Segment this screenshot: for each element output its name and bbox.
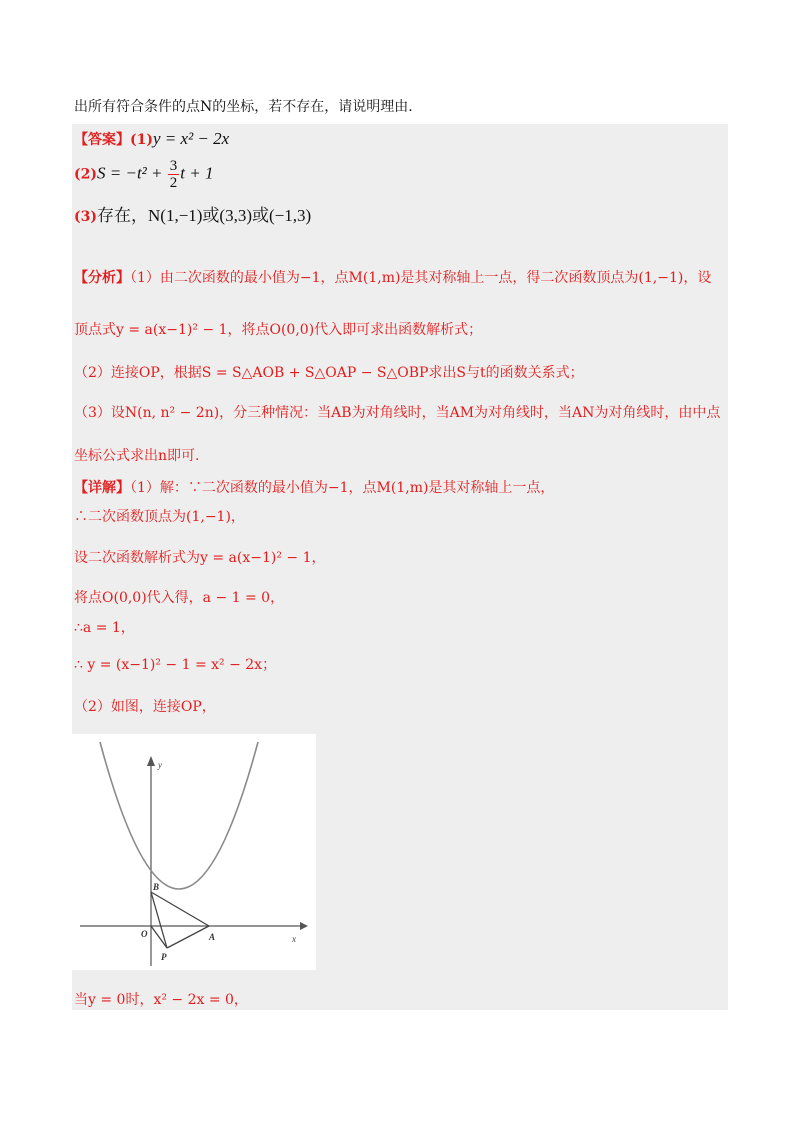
detail-line-7: （2）如图，连接OP， <box>74 699 216 715</box>
answer-fraction <box>168 158 180 191</box>
analysis-line-3: （2）连接OP，根据S = S△AOB + S△OAP − S△OBP求出S与t的函数关系式； <box>74 365 584 381</box>
answer-part-2-pre: S = −t² + <box>97 163 167 183</box>
analysis-line-1 <box>74 268 711 288</box>
parabola-curve <box>100 742 258 889</box>
detail-line-6: ∴ y = (x−1)² − 1 = x² − 2x； <box>74 657 277 673</box>
fraction-numerator: 3 <box>169 158 178 174</box>
x-axis-arrow <box>300 922 308 930</box>
answer-line-1 <box>74 129 229 150</box>
detail-line-8: 当y = 0时，x² − 2x = 0， <box>74 992 248 1008</box>
answer-part-2-label: (2) <box>74 166 97 183</box>
label-p: P <box>161 952 167 962</box>
label-a: A <box>209 932 216 942</box>
segment-op <box>151 926 167 948</box>
answer-tag: 【答案】 <box>74 132 130 148</box>
answer-line-3 <box>74 206 311 227</box>
analysis-line-4: （3）设N(n, n² − 2n)，分三种情况：当AB为对角线时，当AM为对角线时，当AN为对角线时，由中点 <box>74 405 721 421</box>
detail-text-1: （1）解：∵二次函数的最小值为−1，点M(1,m)是其对称轴上一点， <box>130 480 555 496</box>
detail-line-1 <box>74 478 554 498</box>
detail-tag: 【详解】 <box>74 480 130 496</box>
answer-part-2-post: t + 1 <box>180 163 214 183</box>
intro-text: 出所有符合条件的点N的坐标，若不存在，请说明理由. <box>74 99 413 115</box>
detail-line-3: 设二次函数解析式为y = a(x−1)² − 1， <box>74 550 326 566</box>
analysis-text-1: （1）由二次函数的最小值为−1，点M(1,m)是其对称轴上一点，得二次函数顶点为(1,−1)，设 <box>130 270 712 286</box>
answer-part-1-expr: y = x² − 2x <box>153 129 230 148</box>
label-b: B <box>153 882 160 892</box>
answer-part-3-label: (3) <box>74 209 97 225</box>
label-o: O <box>141 929 148 939</box>
label-x: x <box>292 934 296 944</box>
parabola-graph <box>72 734 316 970</box>
analysis-line-2: 顶点式y = a(x−1)² − 1，将点O(0,0)代入即可求出函数解析式； <box>74 322 483 338</box>
y-axis-arrow <box>147 756 155 766</box>
answer-line-2 <box>74 158 213 191</box>
detail-line-4: 将点O(0,0)代入得，a − 1 = 0， <box>74 590 285 606</box>
label-y: y <box>158 760 162 770</box>
segment-pa <box>167 926 209 948</box>
analysis-tag: 【分析】 <box>74 270 130 286</box>
answer-part-1-label: (1) <box>130 132 153 148</box>
answer-part-3-text: 存在，N(1,−1)或(3,3)或(−1,3) <box>97 206 312 225</box>
analysis-line-5: 坐标公式求出n即可. <box>74 448 200 464</box>
parabola-figure <box>72 734 316 970</box>
detail-line-2: ∴二次函数顶点为(1,−1)， <box>74 509 245 525</box>
detail-line-5: ∴a = 1， <box>74 620 135 636</box>
fraction-denominator: 2 <box>169 175 178 191</box>
